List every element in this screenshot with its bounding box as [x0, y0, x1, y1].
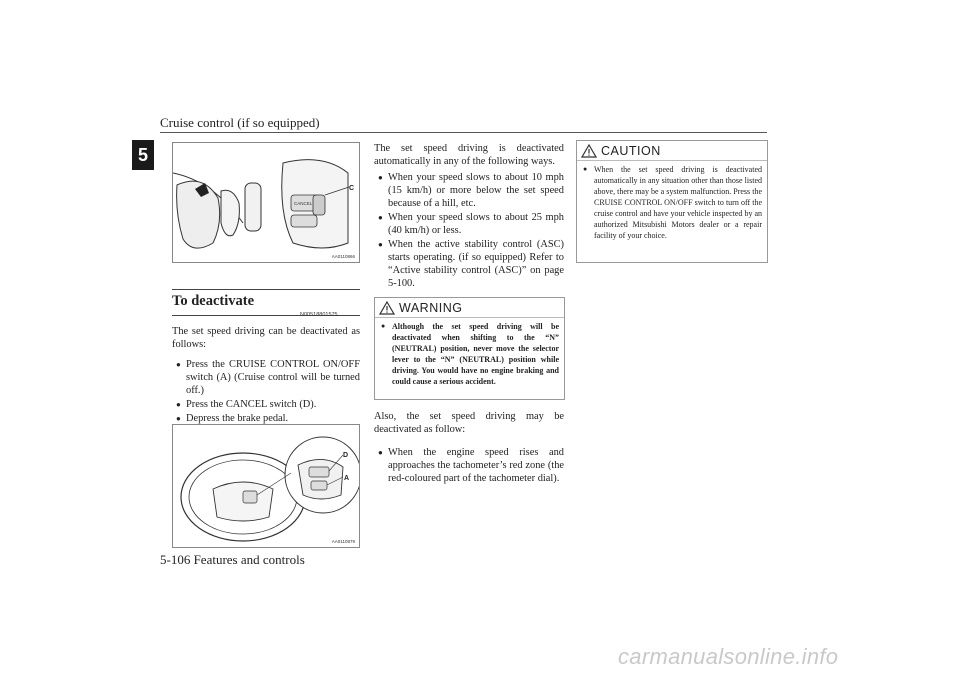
- deactivate-bullets: [174, 358, 360, 426]
- figure2-code: AA0110879: [331, 539, 355, 544]
- watermark: carmanualsonline.info: [618, 644, 839, 669]
- page-header-title: Cruise control (if so equipped): [160, 115, 320, 130]
- list-item: ● When the engine speed rises and approaches the tachometer’s red zone (the red-coloured part of the tachometer dial).: [376, 446, 564, 485]
- list-item: ● Press the CRUISE CONTROL ON/OFF switch (A) (Cruise control will be turned off.): [174, 358, 360, 397]
- page-footer: 5-106 Features and controls: [160, 552, 305, 567]
- callout-c: C: [349, 185, 355, 192]
- warning-box: [374, 297, 565, 400]
- auto-deactivate-intro: The set speed driving is deactivated automatically in any of the following ways.: [374, 143, 564, 167]
- list-item: ● Depress the brake pedal.: [174, 412, 360, 425]
- also-intro: Also, the set speed driving may be deactivated as follow:: [374, 411, 564, 435]
- warning-label: WARNING: [399, 301, 463, 315]
- callout-a: A: [344, 475, 350, 482]
- header-divider: [160, 132, 767, 133]
- caution-header: [577, 141, 767, 161]
- also-bullets: [376, 446, 564, 486]
- list-item: ● When the active stability control (ASC) starts operating. (if so equipped) Refer to “Active stability control (ASC)” on page 5-100.: [376, 238, 564, 290]
- caution-icon: [581, 144, 597, 158]
- callout-d: D: [343, 452, 349, 459]
- reference-code: N00518801575: [300, 312, 338, 318]
- chapter-tab: 5: [132, 140, 154, 170]
- caution-label: CAUTION: [601, 144, 661, 158]
- cancel-label: CANCEL: [294, 201, 313, 206]
- list-item: ● Press the CANCEL switch (D).: [174, 398, 360, 411]
- steering-switch-illustration: [173, 143, 360, 263]
- caution-text: ● When the set speed driving is deactivated automatically in any situation other than those listed above, there may be a system malfunction. Press the CRUISE CONTROL ON/OFF switch to turn off the cruise control and have your vehicle inspected by an authorized Mitsubishi Motors dealer or a repair facility of your choice.: [577, 161, 767, 246]
- steering-wheel-illustration: [173, 425, 360, 548]
- list-item: ● When your speed slows to about 10 mph (15 km/h) or more below the set speed because of a hill, etc.: [376, 171, 564, 210]
- auto-deactivate-bullets: [376, 171, 564, 291]
- caution-box: [576, 140, 768, 263]
- deactivate-intro: The set speed driving can be deactivated as follows:: [172, 326, 360, 350]
- warning-icon: [379, 301, 395, 315]
- figure1-code: AA0110866: [331, 254, 355, 259]
- figure-steering-switch-closeup: [172, 142, 360, 263]
- warning-text: ● Although the set speed driving will be deactivated when shifting to the “N” (NEUTRAL) position, never move the selector lever to the “N” (NEUTRAL) position while driving. You would have no engine braking and could cause a serious accident.: [375, 318, 564, 393]
- figure-steering-wheel: [172, 424, 360, 548]
- list-item: ● When your speed slows to about 25 mph (40 km/h) or less.: [376, 211, 564, 237]
- warning-header: [375, 298, 564, 318]
- section-heading: To deactivate: [172, 289, 360, 316]
